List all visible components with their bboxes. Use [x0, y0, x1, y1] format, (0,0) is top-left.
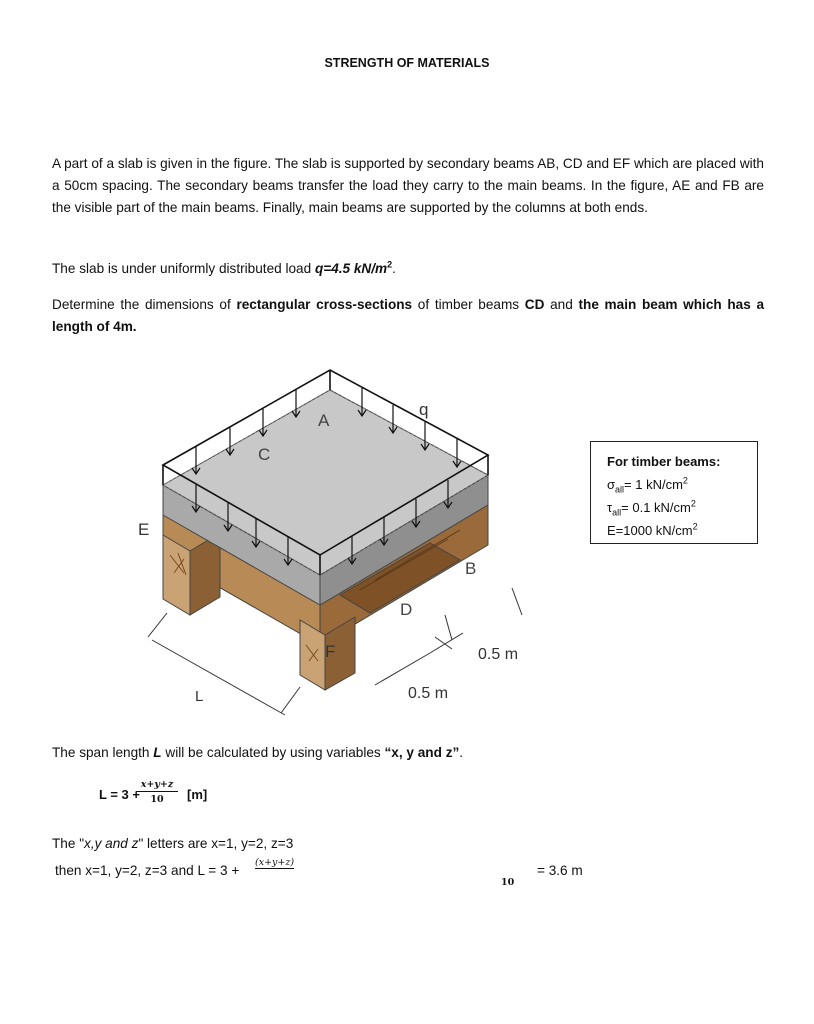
- formula-denominator: 10: [150, 794, 164, 805]
- task-bold-d: CD: [524, 297, 545, 312]
- label-b: B: [465, 559, 477, 578]
- calculation-result: = 3.6 m: [537, 863, 583, 878]
- load-unit-exp: 2: [387, 259, 393, 270]
- span-formula: [99, 779, 208, 817]
- formula-fraction: [136, 779, 178, 805]
- page-title: STRENGTH OF MATERIALS: [324, 56, 490, 70]
- label-e: E: [138, 520, 150, 539]
- problem-paragraph-2: [52, 258, 764, 280]
- problem-paragraph-3: [52, 294, 764, 338]
- task-text-c: of timber beams: [412, 297, 525, 312]
- load-text: The slab is under uniformly distributed load: [52, 261, 315, 276]
- calculation-line: then x=1, y=2, z=3 and L = 3 +: [55, 863, 240, 878]
- calculation-denominator: 10: [501, 877, 515, 888]
- elastic-modulus: E=1000 $kN/cm^2$: [607, 521, 698, 538]
- formula-unit: [m]: [187, 787, 208, 802]
- label-f: F: [325, 642, 336, 661]
- variables-line: The "x,y and z" letters are x=1, y=2, z=3: [52, 836, 294, 851]
- formula-numerator: x+y+z: [136, 779, 178, 792]
- calculation-numerator: (x+y+z): [255, 857, 295, 868]
- task-bold-b: rectangular cross-sections: [236, 297, 413, 312]
- task-bold-f: the main beam which has a length of 4m.: [52, 297, 765, 334]
- span-description: The span length L will be calculated by using variables “x, y and z”.: [52, 745, 464, 760]
- load-text-end: .: [392, 261, 396, 276]
- label-l: L: [195, 688, 204, 705]
- box-title: For timber beams:: [607, 454, 721, 469]
- label-dim-right: 0.5 m: [478, 646, 519, 663]
- task-text-e: and: [544, 297, 579, 312]
- label-d: D: [400, 600, 413, 619]
- label-c: C: [258, 445, 271, 464]
- label-dim-front: 0.5 m: [408, 685, 449, 702]
- allowable-normal-stress: $\sigma_{all}= 1$ $kN/cm^2$: [607, 475, 688, 495]
- slab-figure: [130, 355, 550, 730]
- allowable-shear-stress: $\tau_{all}= 0.1$ $kN/cm^2$: [607, 498, 696, 518]
- problem-paragraph-1: A part of a slab is given in the figure. The slab is supported by secondary beams AB, CD and EF which are placed with a 50cm spacing. The secondary beams transfer the load they carry to the main beams. In the figure, AE and FB are the visible part of the main beams. Finally, main beams are supported by the columns at both ends.: [52, 156, 764, 215]
- timber-properties-box: [590, 441, 758, 544]
- label-a: A: [318, 411, 330, 430]
- load-value: q=4.5 kN/m: [314, 261, 388, 276]
- formula-lhs: L = 3 +: [99, 787, 140, 802]
- task-text-a: Determine the dimensions of: [52, 297, 237, 312]
- label-q: q: [419, 400, 429, 419]
